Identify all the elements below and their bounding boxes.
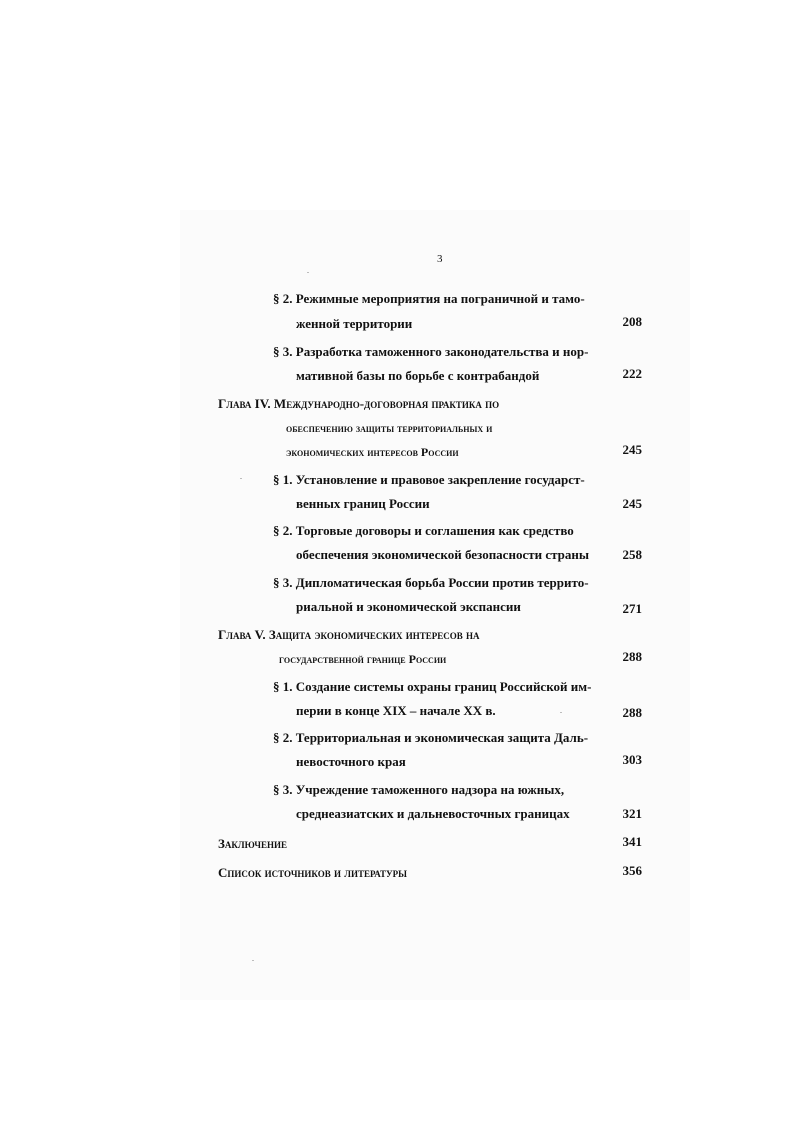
toc-entry-9-line-2: невосточного края — [296, 754, 406, 769]
toc-entry-4-line-1: § 1. Установление и правовое закрепление государст- — [273, 472, 585, 487]
toc-chapter-5-line-1: Глава V. Защита экономических интересов на — [218, 627, 480, 642]
scan-speck — [240, 478, 242, 479]
toc-entry-9-line-1: § 2. Территориальная и экономическая защита Даль- — [273, 730, 589, 745]
toc-entry-1-line-2: женной территории — [296, 316, 413, 331]
scan-speck — [560, 712, 562, 713]
toc-conclusion-page: 341 — [622, 834, 642, 849]
toc-bibliography-title: Список источников и литературы — [218, 865, 407, 880]
toc-chapter-5-line-2: государственной границе России — [279, 652, 447, 666]
toc-entry-1-line-1: § 2. Режимные мероприятия на пограничной и тамо- — [273, 291, 585, 306]
toc-entry-10-line-1: § 3. Учреждение таможенного надзора на южных, — [273, 782, 565, 797]
toc-entry-2-page: 222 — [622, 366, 642, 381]
toc-entry-9-page: 303 — [622, 752, 642, 767]
scan-speck — [252, 960, 254, 961]
toc-entry-10-page: 321 — [622, 806, 642, 821]
toc-chapter-4-line-1: Глава IV. Международно-договорная практика по — [218, 396, 500, 411]
toc-entry-8-line-1: § 1. Создание системы охраны границ Российской им- — [273, 679, 592, 694]
toc-entry-6-line-1: § 3. Дипломатическая борьба России против террито- — [273, 575, 589, 590]
toc-conclusion-title: Заключение — [218, 836, 287, 851]
toc-entry-2-line-2: мативной базы по борьбе с контрабандой — [296, 368, 540, 383]
toc-entry-1-page: 208 — [622, 314, 642, 329]
toc-entry-6-line-2: риальной и экономической экспансии — [296, 599, 521, 614]
toc-entry-6-page: 271 — [622, 601, 642, 616]
page-number: 3 — [437, 253, 443, 265]
toc-entry-5-line-2: обеспечения экономической безопасности страны — [296, 547, 590, 562]
toc-entry-8-line-2: перии в конце XIX – начале XX в. — [296, 703, 496, 718]
toc-entry-2-line-1: § 3. Разработка таможенного законодательства и нор- — [273, 344, 589, 359]
toc-chapter-4-line-3: экономических интересов России — [286, 445, 459, 459]
toc-bibliography-page: 356 — [622, 863, 642, 878]
toc-entry-4-line-2: венных границ России — [296, 496, 430, 511]
toc-entry-8-page: 288 — [622, 705, 642, 720]
toc-chapter-5-page: 288 — [622, 649, 642, 664]
toc-chapter-4-line-2: обеспечению защиты территориальных и — [286, 421, 493, 435]
toc-chapter-4-page: 245 — [622, 442, 642, 457]
toc-entry-4-page: 245 — [622, 496, 642, 511]
scan-speck — [307, 272, 309, 273]
toc-entry-5-page: 258 — [622, 547, 642, 562]
toc-entry-10-line-2: среднеазиатских и дальневосточных границах — [296, 806, 570, 821]
toc-entry-5-line-1: § 2. Торговые договоры и соглашения как средство — [273, 523, 574, 538]
